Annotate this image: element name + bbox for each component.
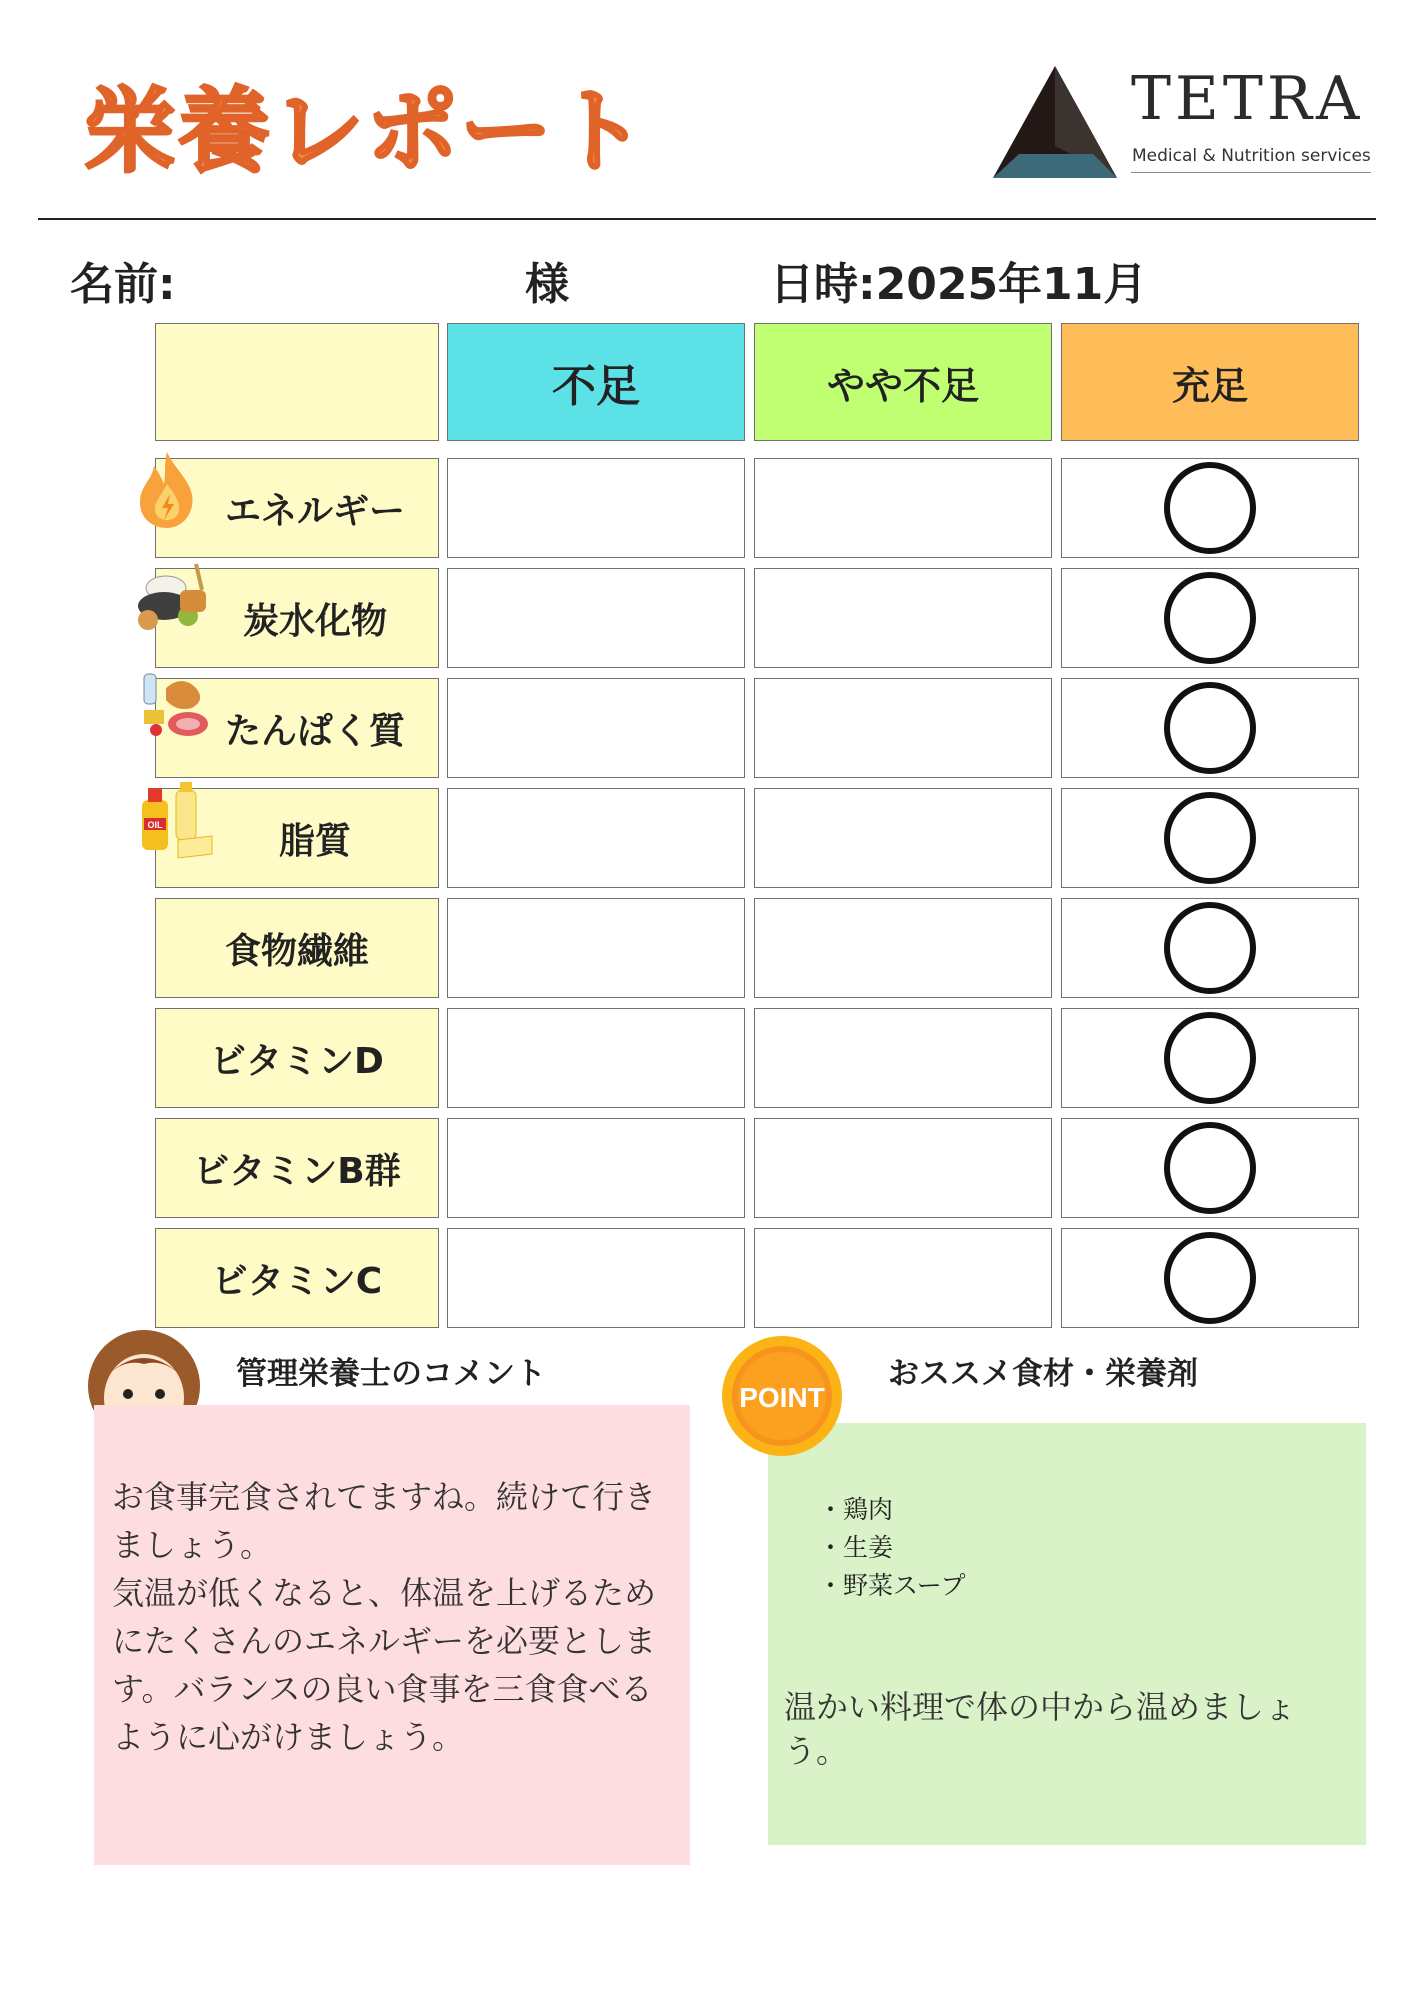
status-mark-circle-icon xyxy=(1164,682,1256,774)
status-mark-circle-icon xyxy=(1164,902,1256,994)
nutrient-label: ビタミンB群 xyxy=(193,1150,401,1192)
nutrient-label: ビタミンD xyxy=(210,1040,384,1082)
status-mark-circle-icon xyxy=(1164,572,1256,664)
status-cell-sufficient[interactable] xyxy=(1061,898,1359,998)
status-cell-sufficient[interactable] xyxy=(1061,788,1359,888)
oil-icon xyxy=(136,780,216,868)
column-header-slightly-insufficient xyxy=(754,323,1052,441)
status-cell-slightly-insufficient[interactable] xyxy=(754,1228,1052,1328)
nutrient-label: ビタミンC xyxy=(211,1260,383,1302)
row-label-cell xyxy=(155,1008,439,1108)
status-cell-insufficient[interactable] xyxy=(447,678,745,778)
list-item: ・生姜 xyxy=(818,1533,894,1562)
recommendation-box xyxy=(768,1423,1366,1845)
status-mark-circle-icon xyxy=(1164,792,1256,884)
status-cell-sufficient[interactable] xyxy=(1061,458,1359,558)
nutrient-label: たんぱく質 xyxy=(224,710,405,752)
column-header-insufficient xyxy=(447,323,745,441)
status-cell-sufficient[interactable] xyxy=(1061,1118,1359,1218)
status-cell-slightly-insufficient[interactable] xyxy=(754,1008,1052,1108)
company-logo xyxy=(985,62,1385,182)
status-mark-circle-icon xyxy=(1164,1012,1256,1104)
brand-name: TETRA xyxy=(1131,64,1364,134)
point-badge-label: POINT xyxy=(739,1382,825,1413)
brand-subtitle: Medical & Nutrition services xyxy=(1132,146,1371,166)
status-cell-insufficient[interactable] xyxy=(447,898,745,998)
status-cell-slightly-insufficient[interactable] xyxy=(754,458,1052,558)
column-header-label: 充足 xyxy=(1171,363,1248,408)
status-cell-slightly-insufficient[interactable] xyxy=(754,568,1052,668)
comment-title: 管理栄養士のコメント xyxy=(236,1356,546,1392)
status-cell-sufficient[interactable] xyxy=(1061,1008,1359,1108)
status-cell-insufficient[interactable] xyxy=(447,568,745,668)
point-badge-icon xyxy=(718,1330,848,1460)
column-header-sufficient xyxy=(1061,323,1359,441)
status-cell-insufficient[interactable] xyxy=(447,1008,745,1108)
header-divider xyxy=(38,218,1376,220)
column-header-label: やや不足 xyxy=(826,363,979,408)
brand-rule xyxy=(1131,172,1371,173)
nutrient-label: 脂質 xyxy=(278,820,351,862)
status-cell-insufficient[interactable] xyxy=(447,788,745,888)
recommendation-note: 温かい料理で体の中から温めましょう。 xyxy=(784,1688,1297,1770)
status-cell-sufficient[interactable] xyxy=(1061,568,1359,668)
row-label-cell xyxy=(155,1118,439,1218)
flame-icon xyxy=(136,450,198,534)
report-date: 日時:2025年11月 xyxy=(770,259,1148,310)
status-cell-insufficient[interactable] xyxy=(447,1228,745,1328)
honorific-label: 様 xyxy=(525,259,569,310)
status-cell-sufficient[interactable] xyxy=(1061,1228,1359,1328)
triangle-logo-icon xyxy=(985,62,1125,182)
comment-box xyxy=(94,1405,690,1865)
list-item: ・鶏肉 xyxy=(818,1495,894,1524)
column-header-label: 不足 xyxy=(552,361,640,412)
name-label: 名前: xyxy=(70,259,176,310)
status-mark-circle-icon xyxy=(1164,1122,1256,1214)
page-title: 栄養レポート xyxy=(84,78,649,185)
nutrient-label: 炭水化物 xyxy=(242,600,387,642)
recommendation-title: おススメ食材・栄養剤 xyxy=(888,1356,1198,1392)
recommended-food-list xyxy=(818,1491,966,1605)
status-cell-slightly-insufficient[interactable] xyxy=(754,898,1052,998)
table-corner-cell xyxy=(155,323,439,441)
row-label-cell xyxy=(155,898,439,998)
status-cell-insufficient[interactable] xyxy=(447,1118,745,1218)
nutrient-label: エネルギー xyxy=(224,490,405,532)
list-item: ・野菜スープ xyxy=(818,1571,966,1600)
status-mark-circle-icon xyxy=(1164,462,1256,554)
protein-icon xyxy=(136,670,216,750)
grains-icon xyxy=(136,560,216,640)
status-cell-slightly-insufficient[interactable] xyxy=(754,1118,1052,1218)
status-cell-slightly-insufficient[interactable] xyxy=(754,678,1052,778)
svg-text:OIL: OIL xyxy=(147,820,163,830)
status-mark-circle-icon xyxy=(1164,1232,1256,1324)
comment-text: お食事完食されてますね。続けて行きましょう。 気温が低くなると、体温を上げるためにたくさんのエネルギーを必要とします。バランスの良い食事を三食食べるように心がけましょう。 xyxy=(112,1478,657,1756)
status-cell-slightly-insufficient[interactable] xyxy=(754,788,1052,888)
nutrient-label: 食物繊維 xyxy=(224,930,369,972)
status-cell-insufficient[interactable] xyxy=(447,458,745,558)
status-cell-sufficient[interactable] xyxy=(1061,678,1359,778)
row-label-cell xyxy=(155,1228,439,1328)
